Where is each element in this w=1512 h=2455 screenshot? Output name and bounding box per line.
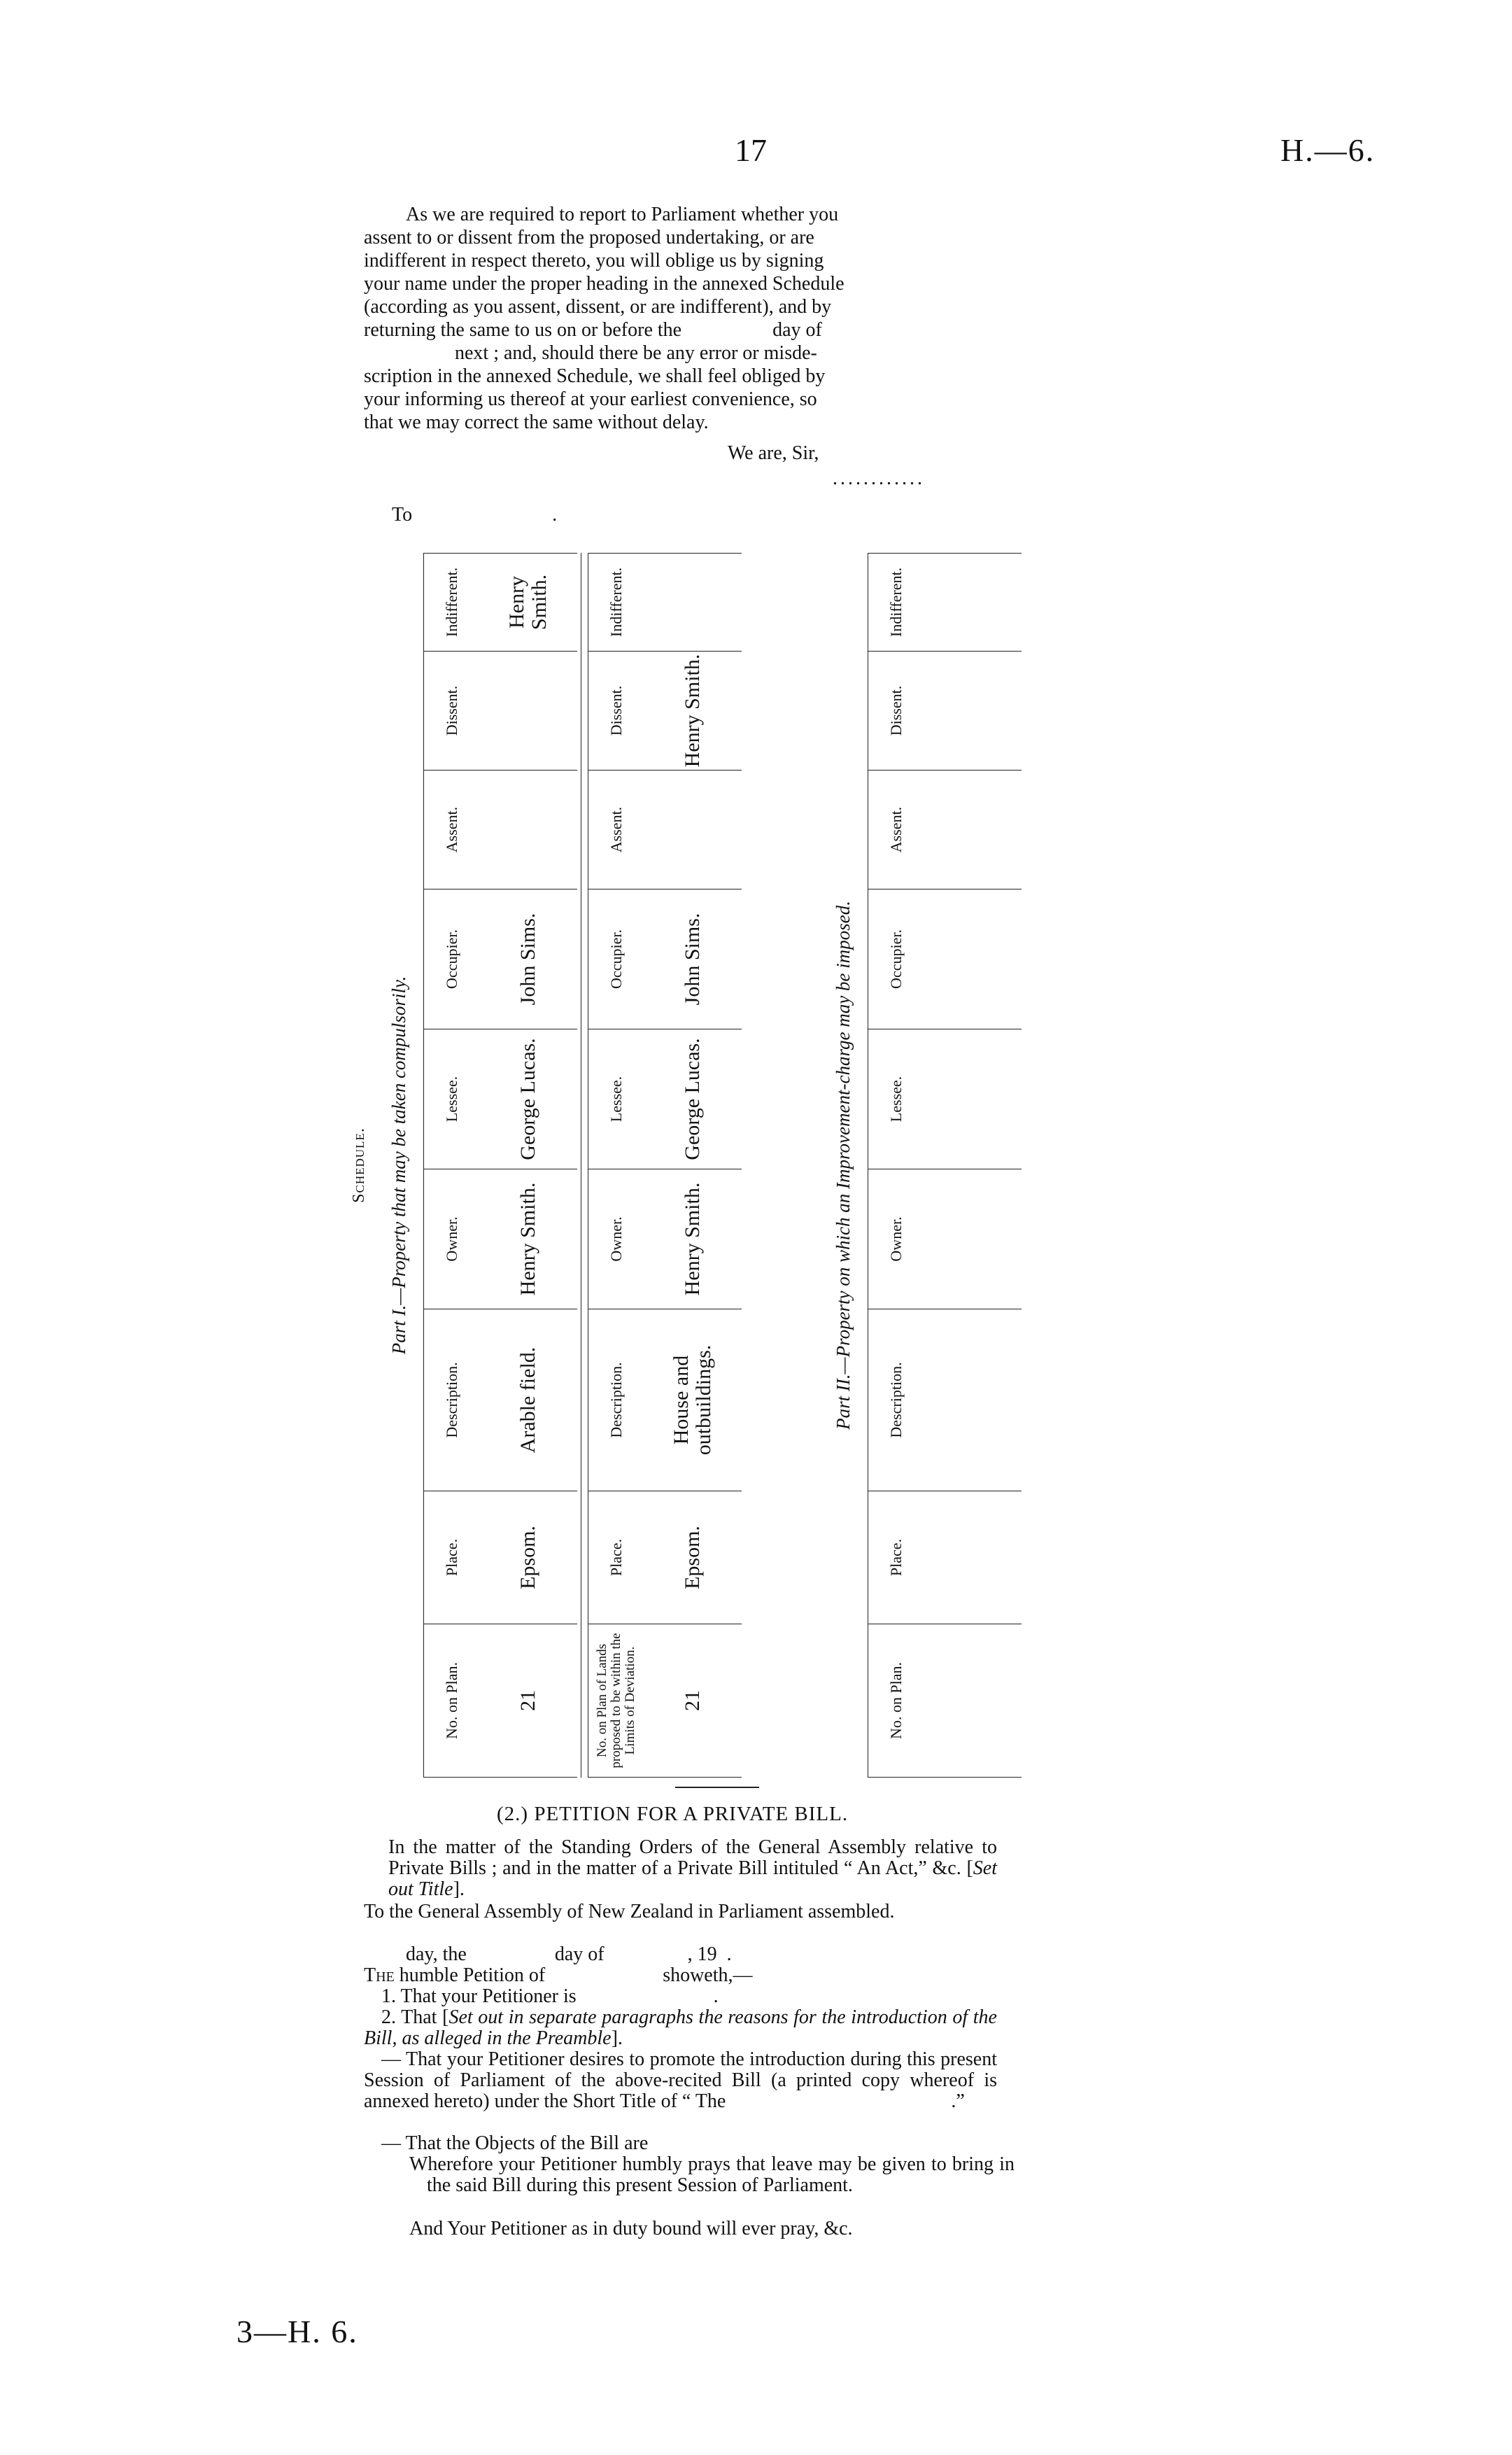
cell: George Lucas. (479, 1029, 577, 1169)
letter-line: As we are required to report to Parliament whether you (406, 204, 839, 225)
col-header: Owner. (588, 1169, 644, 1309)
section-rule (675, 1787, 759, 1788)
letter-line: (according as you assent, dissent, or are indifferent), and by (364, 296, 832, 318)
cell: Henry Smith. (479, 553, 577, 651)
page-number: 17 (735, 132, 767, 168)
cell (924, 1169, 1022, 1309)
letter-line: your informing us thereof at your earliest convenience, so (364, 388, 817, 410)
document-reference: H.—6. (1280, 132, 1376, 168)
col-header: Occupier. (868, 889, 924, 1029)
petition-humble (364, 1965, 753, 1986)
col-header: Place. (588, 1491, 644, 1624)
col-header: No. on Plan. (424, 1624, 480, 1778)
col-header: Assent. (588, 770, 644, 889)
col-header: Lessee. (868, 1029, 924, 1169)
col-header: Description. (588, 1309, 644, 1491)
col-header: Dissent. (868, 651, 924, 770)
cell: John Sims. (479, 889, 577, 1029)
col-header: Lessee. (424, 1029, 480, 1169)
letter-line: returning the same to us on or before the (364, 319, 682, 341)
petition-title: (2.) PETITION FOR A PRIVATE BILL. (497, 1803, 849, 1825)
col-header: Description. (868, 1309, 924, 1491)
col-header: Dissent. (424, 651, 480, 770)
cell: House and outbuildings. (644, 1309, 742, 1491)
col-header: Occupier. (588, 889, 644, 1029)
cell: 21 (644, 1624, 742, 1778)
cell: Henry Smith. (479, 1169, 577, 1309)
petition-date-line: day, the day of , 19 . (406, 1943, 732, 1965)
col-header: Assent. (424, 770, 480, 889)
letter-closing: We are, Sir, (728, 442, 819, 464)
col-header: No. on Plan. (868, 1624, 924, 1778)
cell: Epsom. (644, 1491, 742, 1624)
col-header: Occupier. (424, 889, 480, 1029)
col-header: Lessee. (588, 1029, 644, 1169)
petition-wherefore: Wherefore your Petitioner humbly prays that leave may be given to bring in the said Bill during this present Session of Parliament. (409, 2153, 1015, 2196)
letter-line: your name under the proper heading in the annexed Schedule (364, 273, 845, 295)
matter-end: ]. (453, 1878, 465, 1900)
cell: Henry Smith. (644, 1169, 742, 1309)
petition-to: To the General Assembly of New Zealand in Parliament assembled. (364, 1901, 895, 1922)
footer-reference: 3—H. 6. (236, 2314, 358, 2349)
cell (644, 770, 742, 889)
signature-dots: ............ (833, 467, 925, 489)
to-dot: . (552, 504, 558, 526)
letter-line: day of (772, 319, 822, 341)
col-header: Assent. (868, 770, 924, 889)
cell (924, 1309, 1022, 1491)
letter-paragraph (364, 203, 1008, 434)
table-row (924, 553, 1022, 1778)
letter-line: next ; and, should there be any error or misde- (455, 342, 817, 364)
cell (924, 651, 1022, 770)
cell (924, 1624, 1022, 1778)
cell (924, 553, 1022, 651)
letter-line: that we may correct the same without delay. (364, 411, 709, 433)
part2-title: Part II.—Property on which an Improvement-charge may be imposed. (833, 901, 854, 1430)
cell (479, 651, 577, 770)
letter-addressee (392, 504, 557, 526)
col-header: Indifferent. (588, 553, 644, 651)
schedule-table (350, 553, 1050, 1778)
humble-rest: humble Petition of showeth,— (394, 1964, 753, 1986)
col-header: Place. (424, 1491, 480, 1624)
col-header: Indifferent. (868, 553, 924, 651)
schedule-header-row (588, 553, 644, 1778)
cell (479, 770, 577, 889)
cell (924, 889, 1022, 1029)
petition-item-3: — That your Petitioner desires to promote the introduction during this present Session of Parliament of the above-recited Bill (a printed copy whereof is annexed hereto) under the Short Title of “ The .” (364, 2048, 1002, 2112)
petition-duty: And Your Petitioner as in duty bound will ever pray, &c. (409, 2218, 853, 2239)
col-header: No. on Plan of Lands proposed to be within the Limits of Deviation. (588, 1624, 644, 1778)
cell: Henry Smith. (644, 651, 742, 770)
letter-line: scription in the annexed Schedule, we shall feel obliged by (364, 365, 826, 387)
item2-start: 2. That [ (381, 2006, 449, 2028)
petition-item-2 (364, 2007, 997, 2049)
cell (924, 1491, 1022, 1624)
humble-lead: The (364, 1964, 395, 1986)
col-header: Description. (424, 1309, 480, 1491)
petition-item-4: — That the Objects of the Bill are (381, 2132, 649, 2154)
matter-italic: Set out Title (388, 1857, 997, 1900)
part1-title: Part I.—Property that may be taken compulsorily. (388, 976, 409, 1355)
cell: Arable field. (479, 1309, 577, 1491)
schedule-header-row (423, 553, 480, 1778)
cell: 21 (479, 1624, 577, 1778)
col-header: Indifferent. (424, 553, 480, 651)
item2-italic: Set out in separate paragraphs the reasons for the introduction of the Bill, as alleged in the Preamble (364, 2006, 997, 2049)
col-header: Place. (868, 1491, 924, 1624)
cell (924, 1029, 1022, 1169)
col-header: Owner. (868, 1169, 924, 1309)
col-header: Owner. (424, 1169, 480, 1309)
cell (924, 770, 1022, 889)
table-row (479, 553, 577, 1778)
petition-item-1: 1. That your Petitioner is . (381, 1985, 719, 2007)
table-row (644, 553, 742, 1778)
col-header: Dissent. (588, 651, 644, 770)
schedule-title: Schedule. (350, 1127, 368, 1203)
schedule-header-row (868, 553, 924, 1778)
cell: Epsom. (479, 1491, 577, 1624)
cell (644, 553, 742, 651)
letter-line: assent to or dissent from the proposed undertaking, or are (364, 227, 814, 248)
item2-end: ]. (611, 2027, 623, 2049)
petition-matter (388, 1837, 997, 1900)
cell: George Lucas. (644, 1029, 742, 1169)
to-label: To (392, 504, 413, 526)
letter-line: indifferent in respect thereto, you will oblige us by signing (364, 250, 824, 272)
matter-text: In the matter of the Standing Orders of the General Assembly relative to Private Bills ; and in the matter of a Private Bill intituled “ An Act,” &c. [ (388, 1836, 997, 1879)
cell: John Sims. (644, 889, 742, 1029)
